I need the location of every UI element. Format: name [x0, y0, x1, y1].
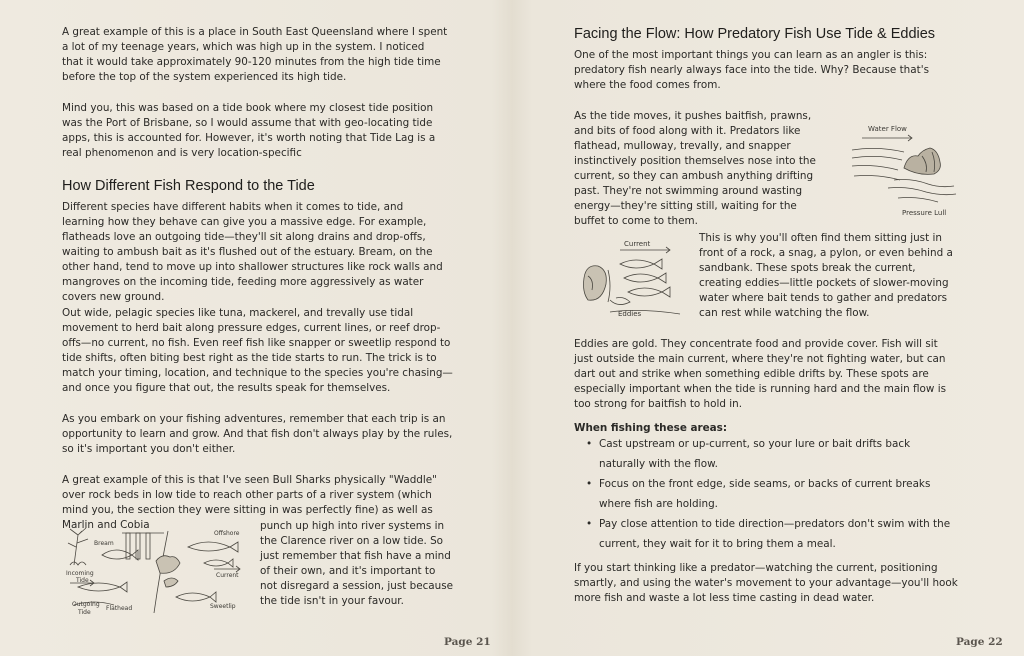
- label-bream: Bream: [94, 540, 114, 547]
- page-number-right: Page 22: [956, 636, 1003, 648]
- fish-habitat-illustration: [64, 525, 250, 617]
- paragraph-think-predator: If you start thinking like a predator—watching the current, positioning smartly, and using the water's movement to your advantage—you'll hook more fish and waste a lot less time casting in dead water.: [574, 562, 958, 604]
- tips-list: [574, 434, 954, 554]
- label-current-flow: Current: [624, 240, 651, 248]
- paragraph-bull-sharks: A great example of this is that I've seen Bull Sharks physically "Waddle" over rock beds in low tide to reach other parts of a river system (which mind you, the section they were sitting in was perfectly fine) as well as Marlin and Cobia: [62, 474, 437, 531]
- label-current: Current: [216, 572, 239, 579]
- label-flathead: Flathead: [106, 605, 133, 612]
- paragraph-tide-book: Mind you, this was based on a tide book where my closest tide position was the Port of Brisbane, so I would assume that with geo-locating tide apps, this is accounted for. However, it's worth noting that Tide Lag is a real phenomenon and is very location-specific: [62, 102, 436, 159]
- list-item: • Pay close attention to tide direction—predators don't swim with the current, they wait for it to bring them a meal.: [574, 514, 954, 554]
- paragraph-face-tide: One of the most important things you can learn as an angler is this: predatory fish nearly always face into the tide. Why? Because that's where the food comes from.: [574, 49, 929, 91]
- label-outgoing: Outgoing: [72, 601, 100, 608]
- eddies-illustration: [580, 236, 696, 322]
- paragraph-species-habits: Different species have different habits when it comes to tide, and learning how they behave can give you a massive edge. For example, flatheads love an outgoing tide—they'll sit along drains and drop-offs, waiting to ambush bait as it's flushed out of the estuary. Bream, on the other hand, tend to move up into shallower structures like rock walls and mangroves on the incoming tide, feeding more aggressively as water covers new ground.: [62, 201, 443, 303]
- water-flow-illustration: [848, 120, 960, 220]
- heading-fish-respond: How Different Fish Respond to the Tide: [62, 178, 315, 194]
- page-right: [512, 0, 1024, 656]
- label-incoming: Incoming: [66, 570, 94, 577]
- paragraph-eddies-gold: Eddies are gold. They concentrate food and provide cover. Fish will sit just outside the main current, where they're not fighting water, but can dart out and strike when something edible drifts by. These spots are especially important when the tide is running hard and the main flow is too strong for baitfish to hold in.: [574, 338, 947, 410]
- list-item: • Focus on the front edge, side seams, or backs of current breaks where fish are holding.: [574, 474, 954, 514]
- paragraph-tide-example: A great example of this is a place in South East Queensland where I spent a lot of my teenage years, which was high up in the system. I noticed that it would take approximately 90-120 minutes from the high tide time before the top of the system experienced its high tide.: [62, 26, 448, 83]
- label-sweetlip: Sweetlip: [210, 603, 236, 610]
- paragraph-pelagic: Out wide, pelagic species like tuna, mackerel, and trevally use tidal movement to herd bait along pressure edges, current lines, or reef drop-offs—no current, no fish. Even reef fish like snapper or sweetlip respond to tide shifts, often biting best right as the tide starts to run. The trick is to match your timing, location, and technique to the species you're chasing—and once you figure that out, the results speak for themselves.: [62, 307, 453, 394]
- label-offshore: Offshore: [214, 530, 240, 537]
- label-water-flow: Water Flow: [868, 125, 907, 133]
- subheading-fishing-areas: When fishing these areas:: [574, 422, 728, 434]
- label-eddies: Eddies: [618, 310, 642, 318]
- heading-facing-flow: Facing the Flow: How Predatory Fish Use Tide & Eddies: [574, 26, 936, 42]
- paragraph-tide-pushes: As the tide moves, it pushes baitfish, prawns, and bits of food along with it. Predators like flathead, mulloway, trevally, and snapper instinctively position themselves nose into the current, so they can ambush anything drifting past. They're not swimming around wasting energy—they're sitting still, waiting for the buffet to come to them.: [574, 110, 816, 227]
- paragraph-punch-up: punch up high into river systems in the Clarence river on a low tide. So just remember that fish have a mind of their own, and it's important to not disregard a session, just because the tide isn't in your favour.: [260, 520, 454, 607]
- paragraph-current-breaks: This is why you'll often find them sitting just in front of a rock, a snag, a pylon, or even behind a sandbank. These spots break the current, creating eddies—little pockets of slower-moving water where bait tends to gather and predators can rest while watching the flow.: [699, 232, 953, 319]
- list-item: • Cast upstream or up-current, so your lure or bait drifts back naturally with the flow.: [574, 434, 954, 474]
- paragraph-adventures: As you embark on your fishing adventures, remember that each trip is an opportunity to learn and grow. And that fish don't always play by the rules, so it's important you don't either.: [62, 413, 453, 455]
- label-tide-incoming: Tide: [76, 577, 89, 584]
- label-tide-outgoing: Tide: [78, 609, 91, 616]
- page-number-left: Page 21: [444, 636, 491, 648]
- label-pressure-lull: Pressure Lull: [902, 209, 947, 217]
